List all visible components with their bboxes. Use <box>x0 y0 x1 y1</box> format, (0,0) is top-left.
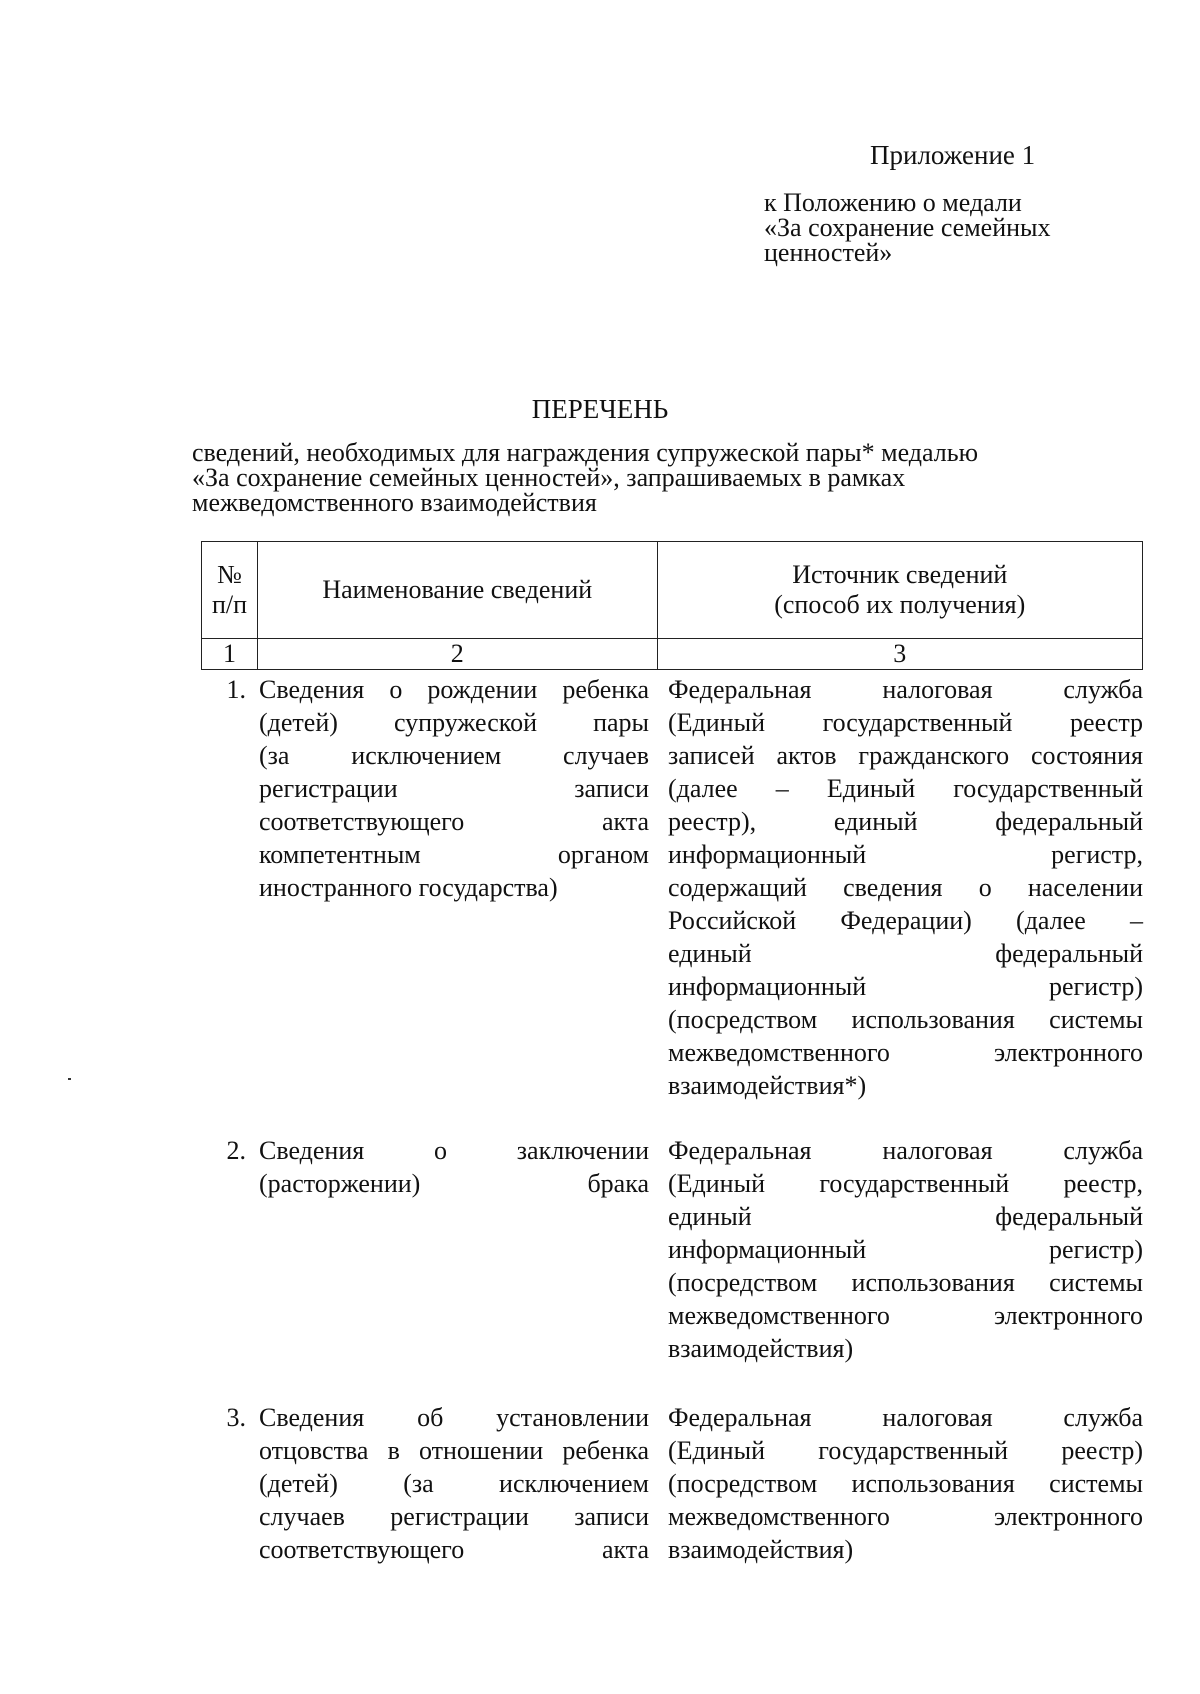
header-source-line: Источник сведений <box>792 560 1008 589</box>
row-source <box>668 1401 1143 1566</box>
row-source-line: единый федеральный <box>668 1202 1143 1231</box>
row-name-line: (за исключением случаев <box>259 741 649 770</box>
row-source-line: взаимодействия) <box>668 1535 854 1564</box>
row-name <box>259 673 649 904</box>
appendix-reference-line: ценностей» <box>764 238 893 267</box>
row-source-line: информационный регистр) <box>668 972 1143 1001</box>
row-number: 2. <box>226 1136 246 1165</box>
row-source-line: межведомственного электронного <box>668 1301 1143 1330</box>
row-source-line: (посредством использования системы <box>668 1268 1143 1297</box>
row-source-line: Российской Федерации) (далее – <box>668 906 1143 935</box>
row-number: 1. <box>226 675 246 704</box>
row-source-line: взаимодействия) <box>668 1334 854 1363</box>
row-source-line: записей актов гражданского состояния <box>668 741 1143 770</box>
row-name-line: компетентным органом <box>259 840 649 869</box>
row-name-line: (детей) (за исключением <box>259 1469 649 1498</box>
row-source-line: (Единый государственный реестр <box>668 708 1143 737</box>
scan-speck <box>68 1078 71 1080</box>
row-name-line: Сведения о заключении <box>259 1136 649 1165</box>
row-source-line: взаимодействия*) <box>668 1071 867 1100</box>
header-cell-source <box>657 542 1142 639</box>
row-source-line: Федеральная налоговая служба <box>668 675 1143 704</box>
row-source-line: (посредством использования системы <box>668 1005 1143 1034</box>
row-name <box>259 1134 649 1200</box>
row-name-line: (расторжении) брака <box>259 1169 649 1198</box>
column-number-cell: 2 <box>257 639 657 670</box>
row-name-line: соответствующего акта <box>259 807 649 836</box>
row-name-line: Сведения о рождении ребенка <box>259 675 649 704</box>
row-source-line: информационный регистр, <box>668 840 1143 869</box>
row-source-line: (посредством использования системы <box>668 1469 1143 1498</box>
row-name-line: (детей) супружеской пары <box>259 708 649 737</box>
row-source-line: межведомственного электронного <box>668 1038 1143 1067</box>
row-source <box>668 673 1143 1102</box>
row-source-line: Федеральная налоговая служба <box>668 1136 1143 1165</box>
header-cell-name: Наименование сведений <box>257 542 657 639</box>
row-source-line: межведомственного электронного <box>668 1502 1143 1531</box>
row-source-line: единый федеральный <box>668 939 1143 968</box>
header-source-line: (способ их получения) <box>774 590 1026 619</box>
row-source-line: Федеральная налоговая служба <box>668 1403 1143 1432</box>
row-source-line: информационный регистр) <box>668 1235 1143 1264</box>
appendix-title: Приложение 1 <box>870 140 1036 170</box>
row-name-line: соответствующего акта <box>259 1535 649 1564</box>
row-name-line: случаев регистрации записи <box>259 1502 649 1531</box>
header-cell-number <box>202 542 258 639</box>
row-source-line: реестр), единый федеральный <box>668 807 1143 836</box>
document-subtitle-line: межведомственного взаимодействия <box>192 488 597 517</box>
document-subtitle <box>192 440 1134 515</box>
row-source-line: содержащий сведения о населении <box>668 873 1143 902</box>
column-number-cell: 1 <box>202 639 258 670</box>
table-header <box>201 541 1143 670</box>
row-number: 3. <box>226 1403 246 1432</box>
document-subtitle-line: «За сохранение семейных ценностей», запрашиваемых в рамках <box>192 463 906 492</box>
row-source-line: (Единый государственный реестр) <box>668 1436 1143 1465</box>
row-name-line: Сведения об установлении <box>259 1403 649 1432</box>
row-source <box>668 1134 1143 1365</box>
appendix-reference-line: «За сохранение семейных <box>764 213 1051 242</box>
document-subtitle-line: сведений, необходимых для награждения супружеской пары* медалью <box>192 438 979 467</box>
header-number-label: п/п <box>211 590 247 619</box>
appendix-reference-line: к Положению о медали <box>764 188 1022 217</box>
row-source-line: (далее – Единый государственный <box>668 774 1143 803</box>
row-name <box>259 1401 649 1566</box>
row-name-line: отцовства в отношении ребенка <box>259 1436 649 1465</box>
row-source-line: (Единый государственный реестр, <box>668 1169 1143 1198</box>
column-number-cell: 3 <box>657 639 1142 670</box>
appendix-reference <box>764 190 1134 265</box>
row-name-line: регистрации записи <box>259 774 649 803</box>
row-name-line: иностранного государства) <box>259 873 558 902</box>
header-number-sign: № <box>217 560 242 589</box>
document-heading: ПЕРЕЧЕНЬ <box>531 394 669 424</box>
